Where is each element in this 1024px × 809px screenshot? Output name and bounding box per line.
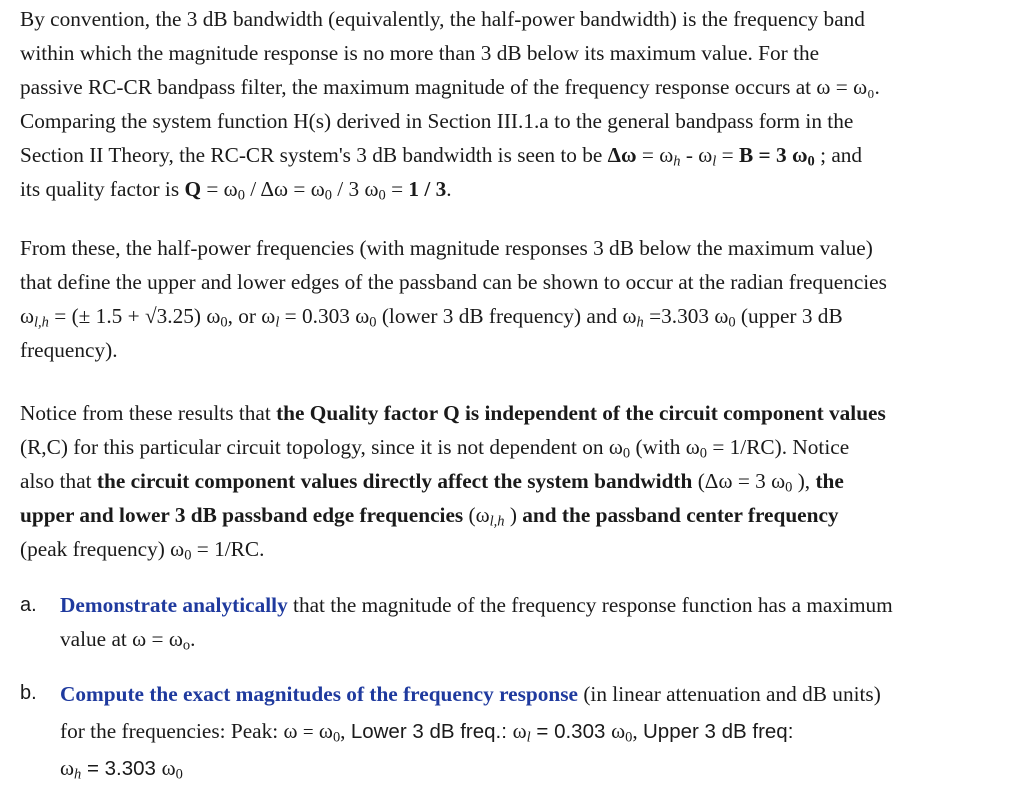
text-line: also that the circuit component values directly affect the system bandwidth (Δω = 3 $\omega_0$ ), the: [20, 469, 844, 496]
text-line: that define the upper and lower edges of the passband can be shown to occur at the radian frequencies: [20, 270, 887, 294]
frequency-equation-line: $\omega_{l,h}$ = (± 1.5 + √3.25) $\omega_0$, or $\omega_l = 0.303$ $\omega_0$ (lower 3 dB frequency) and $\omega_h =3.303$ $\omega_0$ (upper 3 dB: [20, 304, 843, 331]
list-marker-b: b.: [20, 682, 37, 704]
text-line: frequency).: [20, 338, 118, 362]
text-line: (peak frequency) $\omega_0 = 1/RC$.: [20, 537, 265, 564]
bandwidth-equation-line: Section II Theory, the RC-CR system's 3 dB bandwidth is seen to be $\Delta\omega = \omega_h - \omega_l = B = 3$ $\omega_0$ ; and: [20, 143, 863, 170]
paragraph-bandwidth-definition: [20, 2, 1010, 206]
question-b-text: [60, 676, 881, 787]
quality-factor-line: its quality factor is $Q = \omega_0 / \Delta\omega = \omega_0 / 3$ $\omega_0 = 1 / 3$.: [20, 177, 452, 204]
text-line: From these, the half-power frequencies (with magnitude responses 3 dB below the maximum value): [20, 236, 873, 260]
text-line: $\omega_h = 3.303$ $\omega_0$: [60, 756, 183, 783]
text-line: By convention, the 3 dB bandwidth (equivalently, the half-power bandwidth) is the frequency band: [20, 7, 865, 31]
paragraph-half-power-frequencies: [20, 231, 1010, 367]
text-line: passive RC-CR bandpass filter, the maximum magnitude of the frequency response occurs at ω = ω₀.: [20, 75, 880, 99]
text-line: Demonstrate analytically that the magnitude of the frequency response function has a maximum: [60, 593, 893, 617]
question-a-text: [60, 588, 893, 656]
text-line: for the frequencies: Peak: $\omega = \omega_0$, Lower 3 dB freq.: $\omega_l = 0.303$ $\omega_0$, Upper 3 dB freq:: [60, 719, 794, 746]
text-line: (R,C) for this particular circuit topology, since it is not dependent on $\omega_0$ (with $\omega_0 = 1/RC$). Notice: [20, 435, 850, 462]
paragraph-quality-factor-notice: [20, 396, 1010, 566]
text-line: Notice from these results that the Quality factor Q is independent of the circuit component values: [20, 401, 886, 425]
list-marker-a: a.: [20, 594, 37, 616]
text-line: upper and lower 3 dB passband edge frequencies ($\omega_{l,h}$ ) and the passband center frequency: [20, 503, 839, 530]
text-line: Comparing the system function H(s) derived in Section III.1.a to the general bandpass form in the: [20, 109, 854, 133]
text-line: value at $\omega = \omega_o$.: [60, 627, 196, 654]
text-line: Compute the exact magnitudes of the frequency response (in linear attenuation and dB units): [60, 682, 881, 706]
text-line: within which the magnitude response is no more than 3 dB below its maximum value. For the: [20, 41, 820, 65]
